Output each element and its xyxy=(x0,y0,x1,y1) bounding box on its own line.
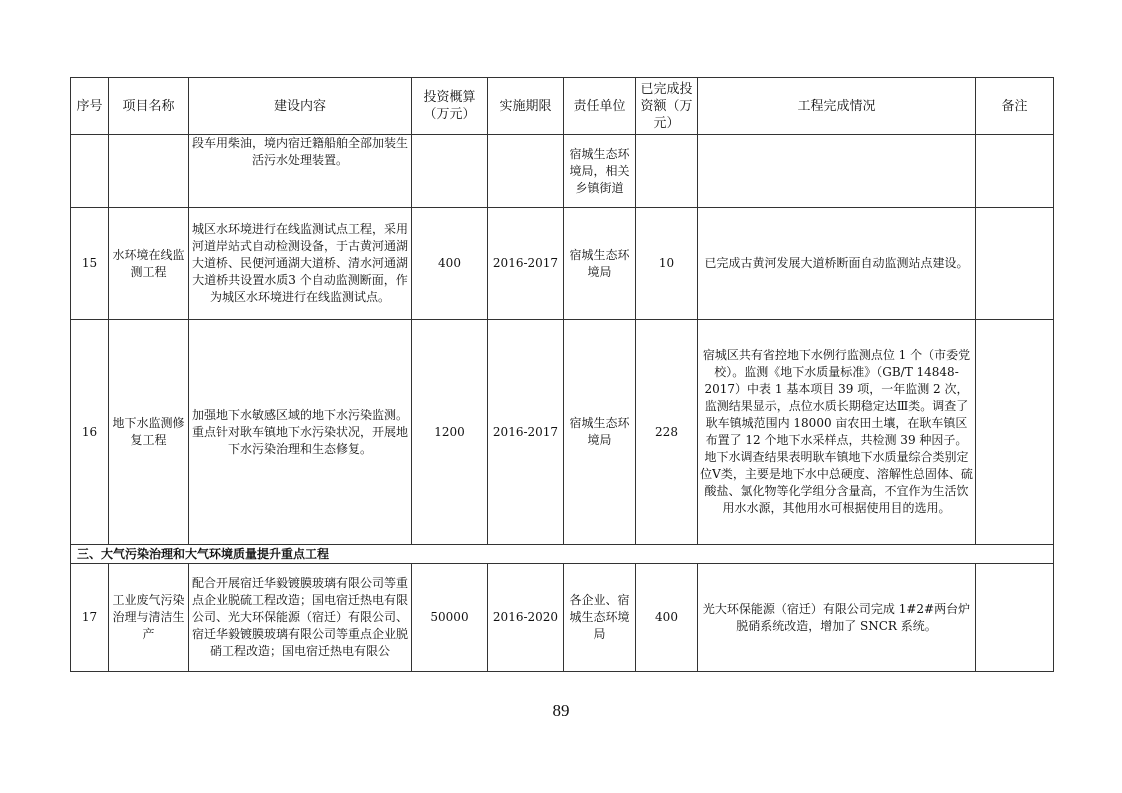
cell-budget: 1200 xyxy=(412,320,488,545)
header-row xyxy=(71,78,1054,135)
table-row xyxy=(71,564,1054,672)
cell-unit: 宿城生态环境局 xyxy=(564,320,636,545)
header-remark: 备注 xyxy=(976,78,1054,135)
cell-budget: 400 xyxy=(412,208,488,320)
table-row xyxy=(71,208,1054,320)
header-content: 建设内容 xyxy=(189,78,412,135)
header-no: 序号 xyxy=(71,78,109,135)
cell-period xyxy=(488,135,564,208)
cell-content: 城区水环境进行在线监测试点工程，采用河道岸站式自动检测设备，于古黄河通湖大道桥、民便河通湖大道桥、清水河通湖大道桥共设置水质3 个自动监测断面，作为城区水环境进行在线监测试点。 xyxy=(189,208,412,320)
page-number: 89 xyxy=(552,701,570,720)
cell-done xyxy=(636,135,698,208)
cell-no xyxy=(71,135,109,208)
cell-unit: 各企业、宿城生态环境局 xyxy=(564,564,636,672)
cell-remark xyxy=(976,135,1054,208)
cell-status: 已完成古黄河发展大道桥断面自动监测站点建设。 xyxy=(698,208,976,320)
cell-remark xyxy=(976,564,1054,672)
header-period: 实施期限 xyxy=(488,78,564,135)
cell-no: 17 xyxy=(71,564,109,672)
cell-unit: 宿城生态环境局 xyxy=(564,208,636,320)
cell-content: 加强地下水敏感区域的地下水污染监测。重点针对耿车镇地下水污染状况，开展地下水污染治理和生态修复。 xyxy=(189,320,412,545)
cell-remark xyxy=(976,208,1054,320)
cell-status: 光大环保能源（宿迁）有限公司完成 1#2#两台炉脱硝系统改造，增加了 SNCR 系统。 xyxy=(698,564,976,672)
cell-content: 配合开展宿迁华毅镀膜玻璃有限公司等重点企业脱硫工程改造；国电宿迁热电有限公司、光大环保能源（宿迁）有限公司、宿迁华毅镀膜玻璃有限公司等重点企业脱硝工程改造；国电宿迁热电有限公 xyxy=(189,564,412,672)
cell-unit: 宿城生态环境局，相关乡镇街道 xyxy=(564,135,636,208)
cell-done: 10 xyxy=(636,208,698,320)
header-budget: 投资概算（万元） xyxy=(412,78,488,135)
cell-name: 水环境在线监测工程 xyxy=(109,208,189,320)
table-row xyxy=(71,135,1054,208)
section-row xyxy=(71,545,1054,564)
header-done: 已完成投资额（万元） xyxy=(636,78,698,135)
cell-status xyxy=(698,135,976,208)
cell-remark xyxy=(976,320,1054,545)
cell-name: 工业废气污染治理与清洁生产 xyxy=(109,564,189,672)
cell-budget: 50000 xyxy=(412,564,488,672)
cell-status: 宿城区共有省控地下水例行监测点位 1 个（市委党校）。监测《地下水质量标准》（GB/T 14848-2017）中表 1 基本项目 39 项，一年监测 2 次，监测结果显示，点位水质长期稳定达Ⅲ类。调查了耿车镇城范围内 18000 亩农田土壤，在耿车镇区布置了 12 个地下水采样点，共检测 39 种因子。地下水调查结果表明耿车镇地下水质量综合类别定位Ⅴ类，主要是地下水中总硬度、溶解性总固体、硫酸盐、氯化物等化学组分含量高，不宜作为生活饮用水水源，其他用水可根据使用目的选用。 xyxy=(698,320,976,545)
cell-no: 16 xyxy=(71,320,109,545)
table-row xyxy=(71,320,1054,545)
cell-no: 15 xyxy=(71,208,109,320)
cell-name: 地下水监测修复工程 xyxy=(109,320,189,545)
cell-budget xyxy=(412,135,488,208)
header-name: 项目名称 xyxy=(109,78,189,135)
cell-period: 2016-2017 xyxy=(488,208,564,320)
header-status: 工程完成情况 xyxy=(698,78,976,135)
cell-period: 2016-2017 xyxy=(488,320,564,545)
cell-name xyxy=(109,135,189,208)
header-unit: 责任单位 xyxy=(564,78,636,135)
cell-period: 2016-2020 xyxy=(488,564,564,672)
project-table xyxy=(70,77,1054,672)
cell-done: 400 xyxy=(636,564,698,672)
section-title: 三、大气污染治理和大气环境质量提升重点工程 xyxy=(71,545,1054,564)
cell-done: 228 xyxy=(636,320,698,545)
cell-content: 段车用柴油，境内宿迁籍船舶全部加装生活污水处理装置。 xyxy=(189,135,412,208)
